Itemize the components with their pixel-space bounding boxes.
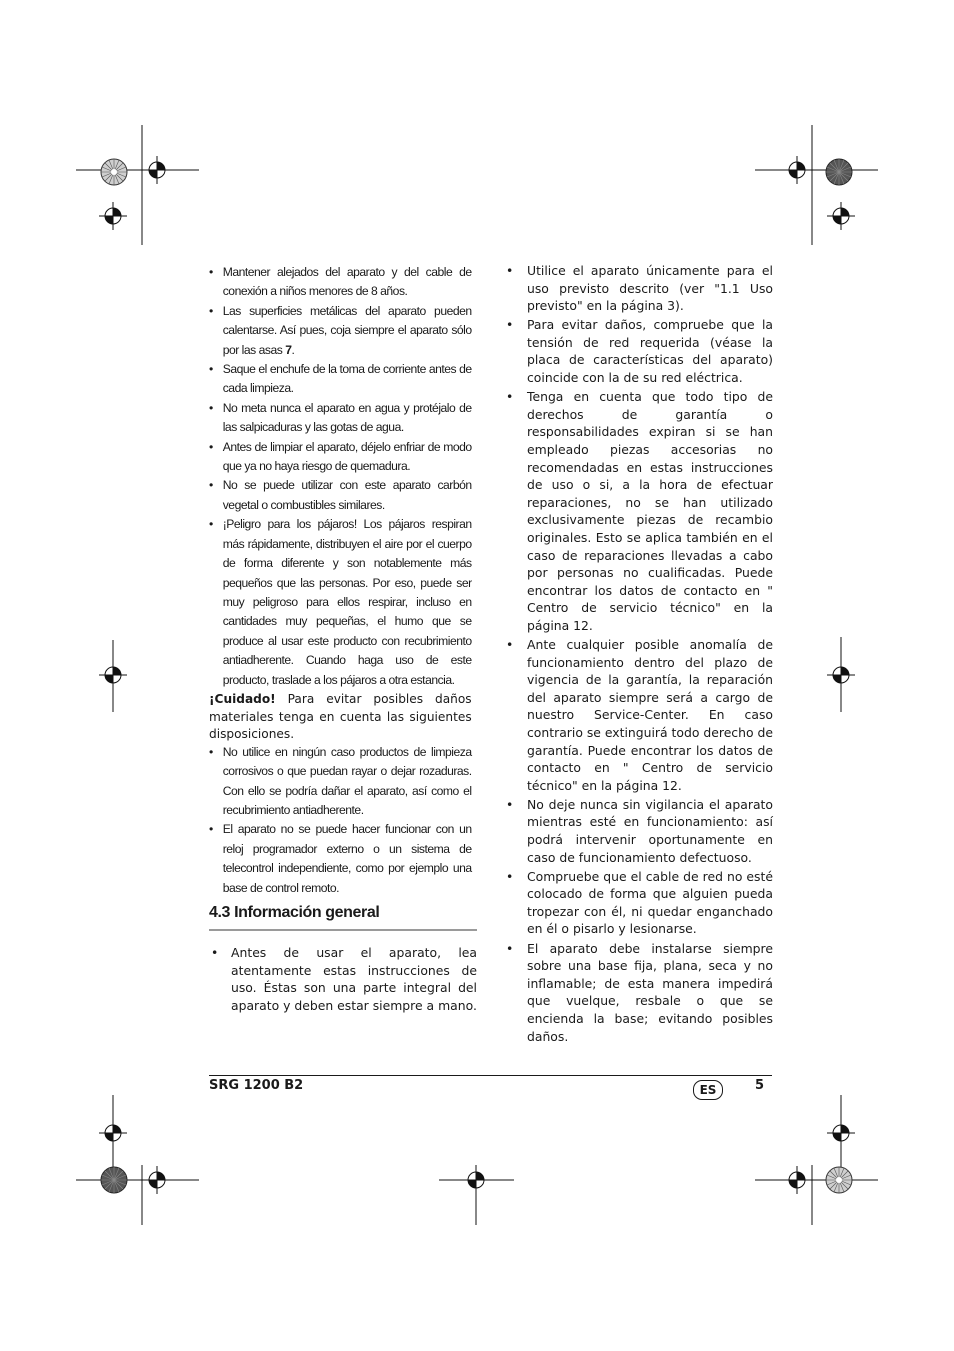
- print-color-wheel-icon: [826, 1167, 852, 1193]
- list-item: • Ante cualquier posible anomalía de funcionamiento dentro del plazo de vigencia de la garantía, la reparación del aparato siempre será a cargo de nuestro Service-Center. En caso contrario se extinguirá todo derecho de garantía. Puede encontrar los datos de contacto en " Centro de servicio técnico" en la página 12.: [505, 636, 773, 794]
- list-item: • No utilice en ningún caso productos de limpieza corrosivos o que puedan rayar o dejar rozaduras. Con ello se podría dañar el aparato, así como el recubrimiento antiadherente.: [209, 743, 472, 821]
- crosshair-target-icon: [143, 1166, 171, 1194]
- language-badge: ES: [693, 1080, 723, 1100]
- crosshair-target-icon: [783, 1166, 811, 1194]
- list-item-text: .: [291, 342, 295, 357]
- safety-list-c: [505, 262, 773, 1045]
- part-number: 7: [285, 342, 292, 357]
- general-info-list: [209, 944, 477, 1014]
- list-item: • Antes de usar el aparato, lea atentamente estas instrucciones de uso. Éstas son una parte integral del aparato y deben estar siempre a mano.: [209, 944, 477, 1014]
- list-item: • Antes de limpiar el aparato, déjelo enfriar de modo que ya no haya riesgo de quemadura.: [209, 438, 472, 477]
- crosshair-target-icon: [143, 156, 171, 184]
- crosshair-target-icon: [783, 156, 811, 184]
- caution-text: Para evitar posibles daños materiales tenga en cuenta las siguientes disposiciones.: [209, 690, 472, 742]
- crosshair-target-icon: [827, 202, 855, 230]
- crosshair-target-icon: [99, 661, 127, 689]
- print-color-wheel-icon: [101, 1167, 127, 1193]
- list-item: • Saque el enchufe de la toma de corriente antes de cada limpieza.: [209, 360, 472, 399]
- crosshair-target-icon: [99, 202, 127, 230]
- footer-divider: [209, 1075, 772, 1076]
- left-column: [209, 263, 472, 898]
- list-item: • ¡Peligro para los pájaros! Los pájaros respiran más rápidamente, distribuyen el aire por el cuerpo de forma diferente y son notablemente más pequeños que las personas. Por eso, puede ser muy peligroso para ellos respirar, incluso en cantidades muy pequeñas, el humo que se produce al usar este producto con recubrimiento antiadherente. Cuando haga uso de este producto, traslade a los pájaros a otra estancia.: [209, 515, 472, 690]
- list-item: • El aparato no se puede hacer funcionar con un reloj programador externo o un sistema de telecontrol independiente, como por ejemplo una base de control remoto.: [209, 820, 472, 898]
- crosshair-target-icon: [827, 1119, 855, 1147]
- list-item: • Para evitar daños, compruebe que la tensión de red requerida (véase la placa de características del aparato) coincide con la de su red eléctrica.: [505, 316, 773, 386]
- list-item: • No meta nunca el aparato en agua y protéjalo de las salpicaduras y las gotas de agua.: [209, 399, 472, 438]
- footer-model: SRG 1200 B2: [209, 1078, 304, 1093]
- safety-list-a: [209, 263, 472, 690]
- list-item: • Tenga en cuenta que todo tipo de derechos de garantía o responsabilidades expiran si se han empleado piezas accesorias no recomendadas en estas instrucciones de uso o si, a la hora de efectuar reparaciones, no se han utilizado exclusivamente piezas de recambio originales. Esto se aplica también en el caso de reparaciones llevadas a cabo por personas no cualificadas. Puede encontrar los datos de contacto en " Centro de servicio técnico" en la página 12.: [505, 388, 773, 634]
- list-item: • El aparato debe instalarse siempre sobre una base fija, plana, seca y no inflamable; de esta manera impedirá que vuelque, resbale o que se encienda la base; evitando posibles daños.: [505, 940, 773, 1046]
- print-color-wheel-icon: [101, 159, 127, 185]
- caution-paragraph: [209, 690, 472, 743]
- section-heading: 4.3 Información general: [209, 904, 477, 931]
- safety-list-b: [209, 743, 472, 898]
- caution-label: ¡Cuidado!: [209, 690, 276, 706]
- list-item: • No se puede utilizar con este aparato carbón vegetal o combustibles similares.: [209, 476, 472, 515]
- list-item: • Utilice el aparato únicamente para el uso previsto descrito (ver "1.1 Uso previsto" en la página 3).: [505, 262, 773, 315]
- list-item: • Compruebe que el cable de red no esté colocado de forma que alguien pueda tropezar con él, ni quedar enganchado en él o pisarlo y lesionarse.: [505, 868, 773, 938]
- crosshair-target-icon: [827, 661, 855, 689]
- list-item: • No deje nunca sin vigilancia el aparato mientras esté en funcionamiento: así podrá intervenir oportunamente en caso de funcionamiento defectuoso.: [505, 796, 773, 866]
- crosshair-target-icon: [99, 1119, 127, 1147]
- page-number: 5: [755, 1078, 765, 1093]
- print-color-wheel-icon: [826, 159, 852, 185]
- list-item: [209, 302, 472, 360]
- right-column: [505, 262, 773, 1047]
- list-item: • Mantener alejados del aparato y del cable de conexión a niños menores de 8 años.: [209, 263, 472, 302]
- list-item-text: Las superficies metálicas del aparato pueden calentarse. Así pues, coja siempre el aparato sólo por las asas: [222, 303, 472, 357]
- crosshair-target-icon: [462, 1166, 490, 1194]
